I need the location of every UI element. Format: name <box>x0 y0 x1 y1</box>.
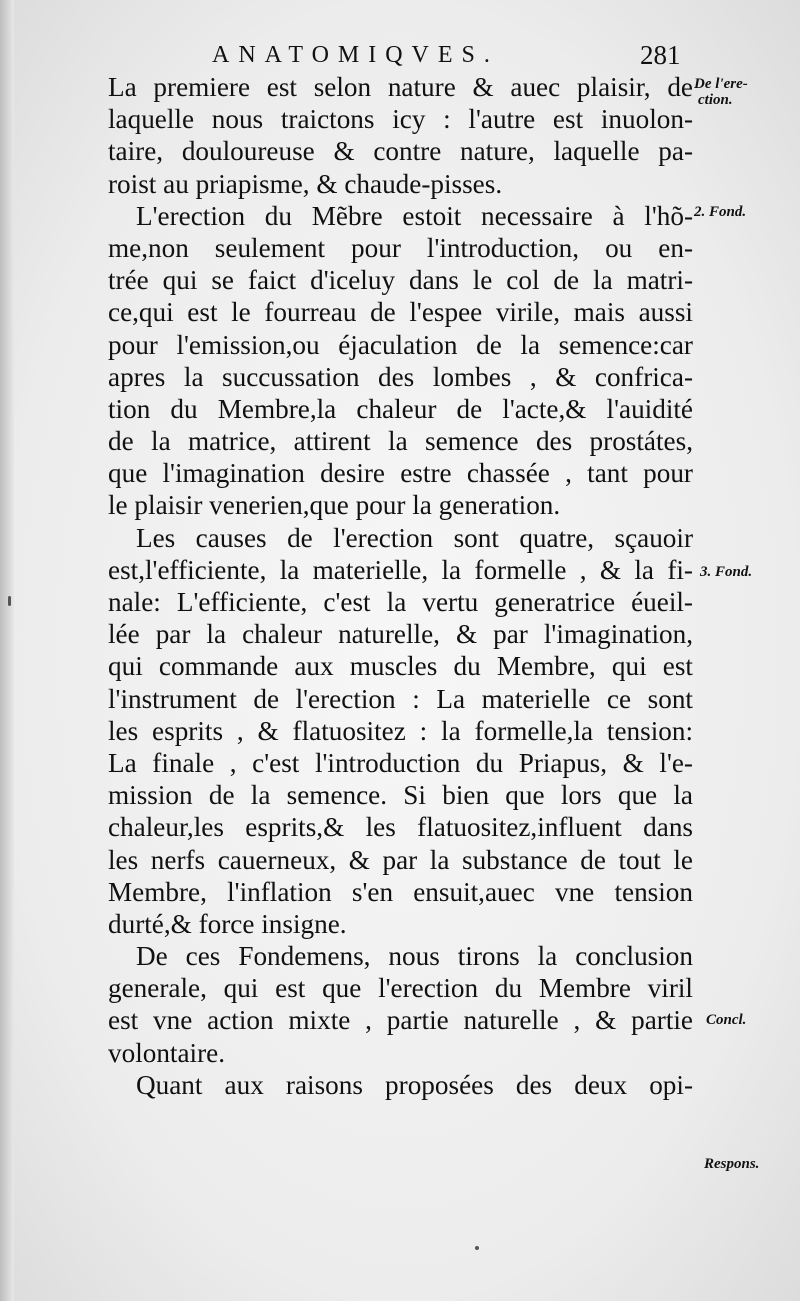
text-line: mission de la semence. Si bien que lors que la <box>108 780 693 811</box>
text-line: taire, douloureuse & contre nature, laquelle pa- <box>108 136 693 167</box>
page-number: 281 <box>640 40 681 70</box>
page-header <box>0 36 800 76</box>
text-line: est,l'efficiente, la materielle, la formelle , & la fi- <box>108 554 693 585</box>
text-line: est vne action mixte , partie naturelle , & partie <box>108 1005 693 1036</box>
text-line: me,non seulement pour l'introduction, ou en- <box>108 232 693 263</box>
text-line: les nerfs cauerneux, & par la substance de tout le <box>108 844 693 875</box>
text-line: ce,qui est le fourreau de l'espee virile, mais aussi <box>108 297 693 328</box>
text-line: le plaisir venerien,que pour la generation. <box>108 490 561 521</box>
text-line: Membre, l'inflation s'en ensuit,auec vne tension <box>108 876 693 907</box>
text-line: nale: L'efficiente, c'est la vertu generatrice éueil- <box>108 587 693 617</box>
margin-note-fond-2 <box>694 204 746 220</box>
text-line: chaleur,les esprits,& les flatuositez,influent dans <box>108 812 693 843</box>
margin-note-response <box>704 1156 759 1172</box>
text-line: apres la succussation des lombes , & confrica- <box>108 361 693 392</box>
text-line: volontaire. <box>108 1037 226 1068</box>
margin-note-erection <box>694 76 748 108</box>
paragraph-first-line: L'erection du Mẽbre estoit necessaire à l'hõ- <box>136 200 693 231</box>
paragraph-first-line: De ces Fondemens, nous tirons la conclusion <box>136 941 693 972</box>
ink-speck <box>8 596 11 606</box>
ink-speck <box>475 1246 479 1250</box>
text-line: generale, qui est que l'erection du Membre viril <box>108 973 693 1004</box>
text-line: durté,& force insigne. <box>108 908 347 939</box>
text-line: laquelle nous traictons icy : l'autre est inuolon- <box>108 104 693 135</box>
text-line: tion du Membre,la chaleur de l'acte,& l'auidité <box>108 393 693 424</box>
text-line: La finale , c'est l'introduction du Priapus, & l'e- <box>108 747 693 778</box>
margin-note-line: Concl. <box>706 1012 747 1028</box>
text-line: qui commande aux muscles du Membre, qui est <box>108 651 693 682</box>
margin-note-line: De l'ere- <box>694 76 748 92</box>
margin-note-fond-3 <box>700 564 752 580</box>
text-line: les esprits , & flatuositez : la formelle,la tension: <box>108 715 693 746</box>
text-line: de la matrice, attirent la semence des prostátes, <box>108 426 693 457</box>
text-line: pour l'emission,ou éjaculation de la semence:car <box>108 329 693 360</box>
running-title: ANATOMIQVES. <box>212 42 499 68</box>
text-line: l'instrument de l'erection : La materielle ce sont <box>108 683 693 714</box>
margin-note-line: 3. Fond. <box>700 564 753 580</box>
margin-note-line: ction. <box>698 92 733 108</box>
margin-note-line: 2. Fond. <box>694 204 747 220</box>
paragraph-first-line: Les causes de l'erection sont quatre, sçauoir <box>136 522 693 553</box>
text-line: lée par la chaleur naturelle, & par l'imagination, <box>108 619 693 650</box>
paragraph-first-line: Quant aux raisons proposées des deux opi- <box>136 1069 693 1100</box>
body-text <box>108 71 693 1101</box>
text-line: trée qui se faict d'iceluy dans le col de la matri- <box>108 265 693 296</box>
text-line: La premiere est selon nature & auec plaisir, de <box>108 72 693 102</box>
margin-note-conclusion <box>706 1012 746 1028</box>
margin-note-line: Respons. <box>704 1156 760 1172</box>
text-line: roist au priapisme, & chaude-pisses. <box>108 168 503 199</box>
page-edge-shadow <box>0 0 14 1301</box>
text-line: que l'imagination desire estre chassée , tant pour <box>108 458 693 489</box>
